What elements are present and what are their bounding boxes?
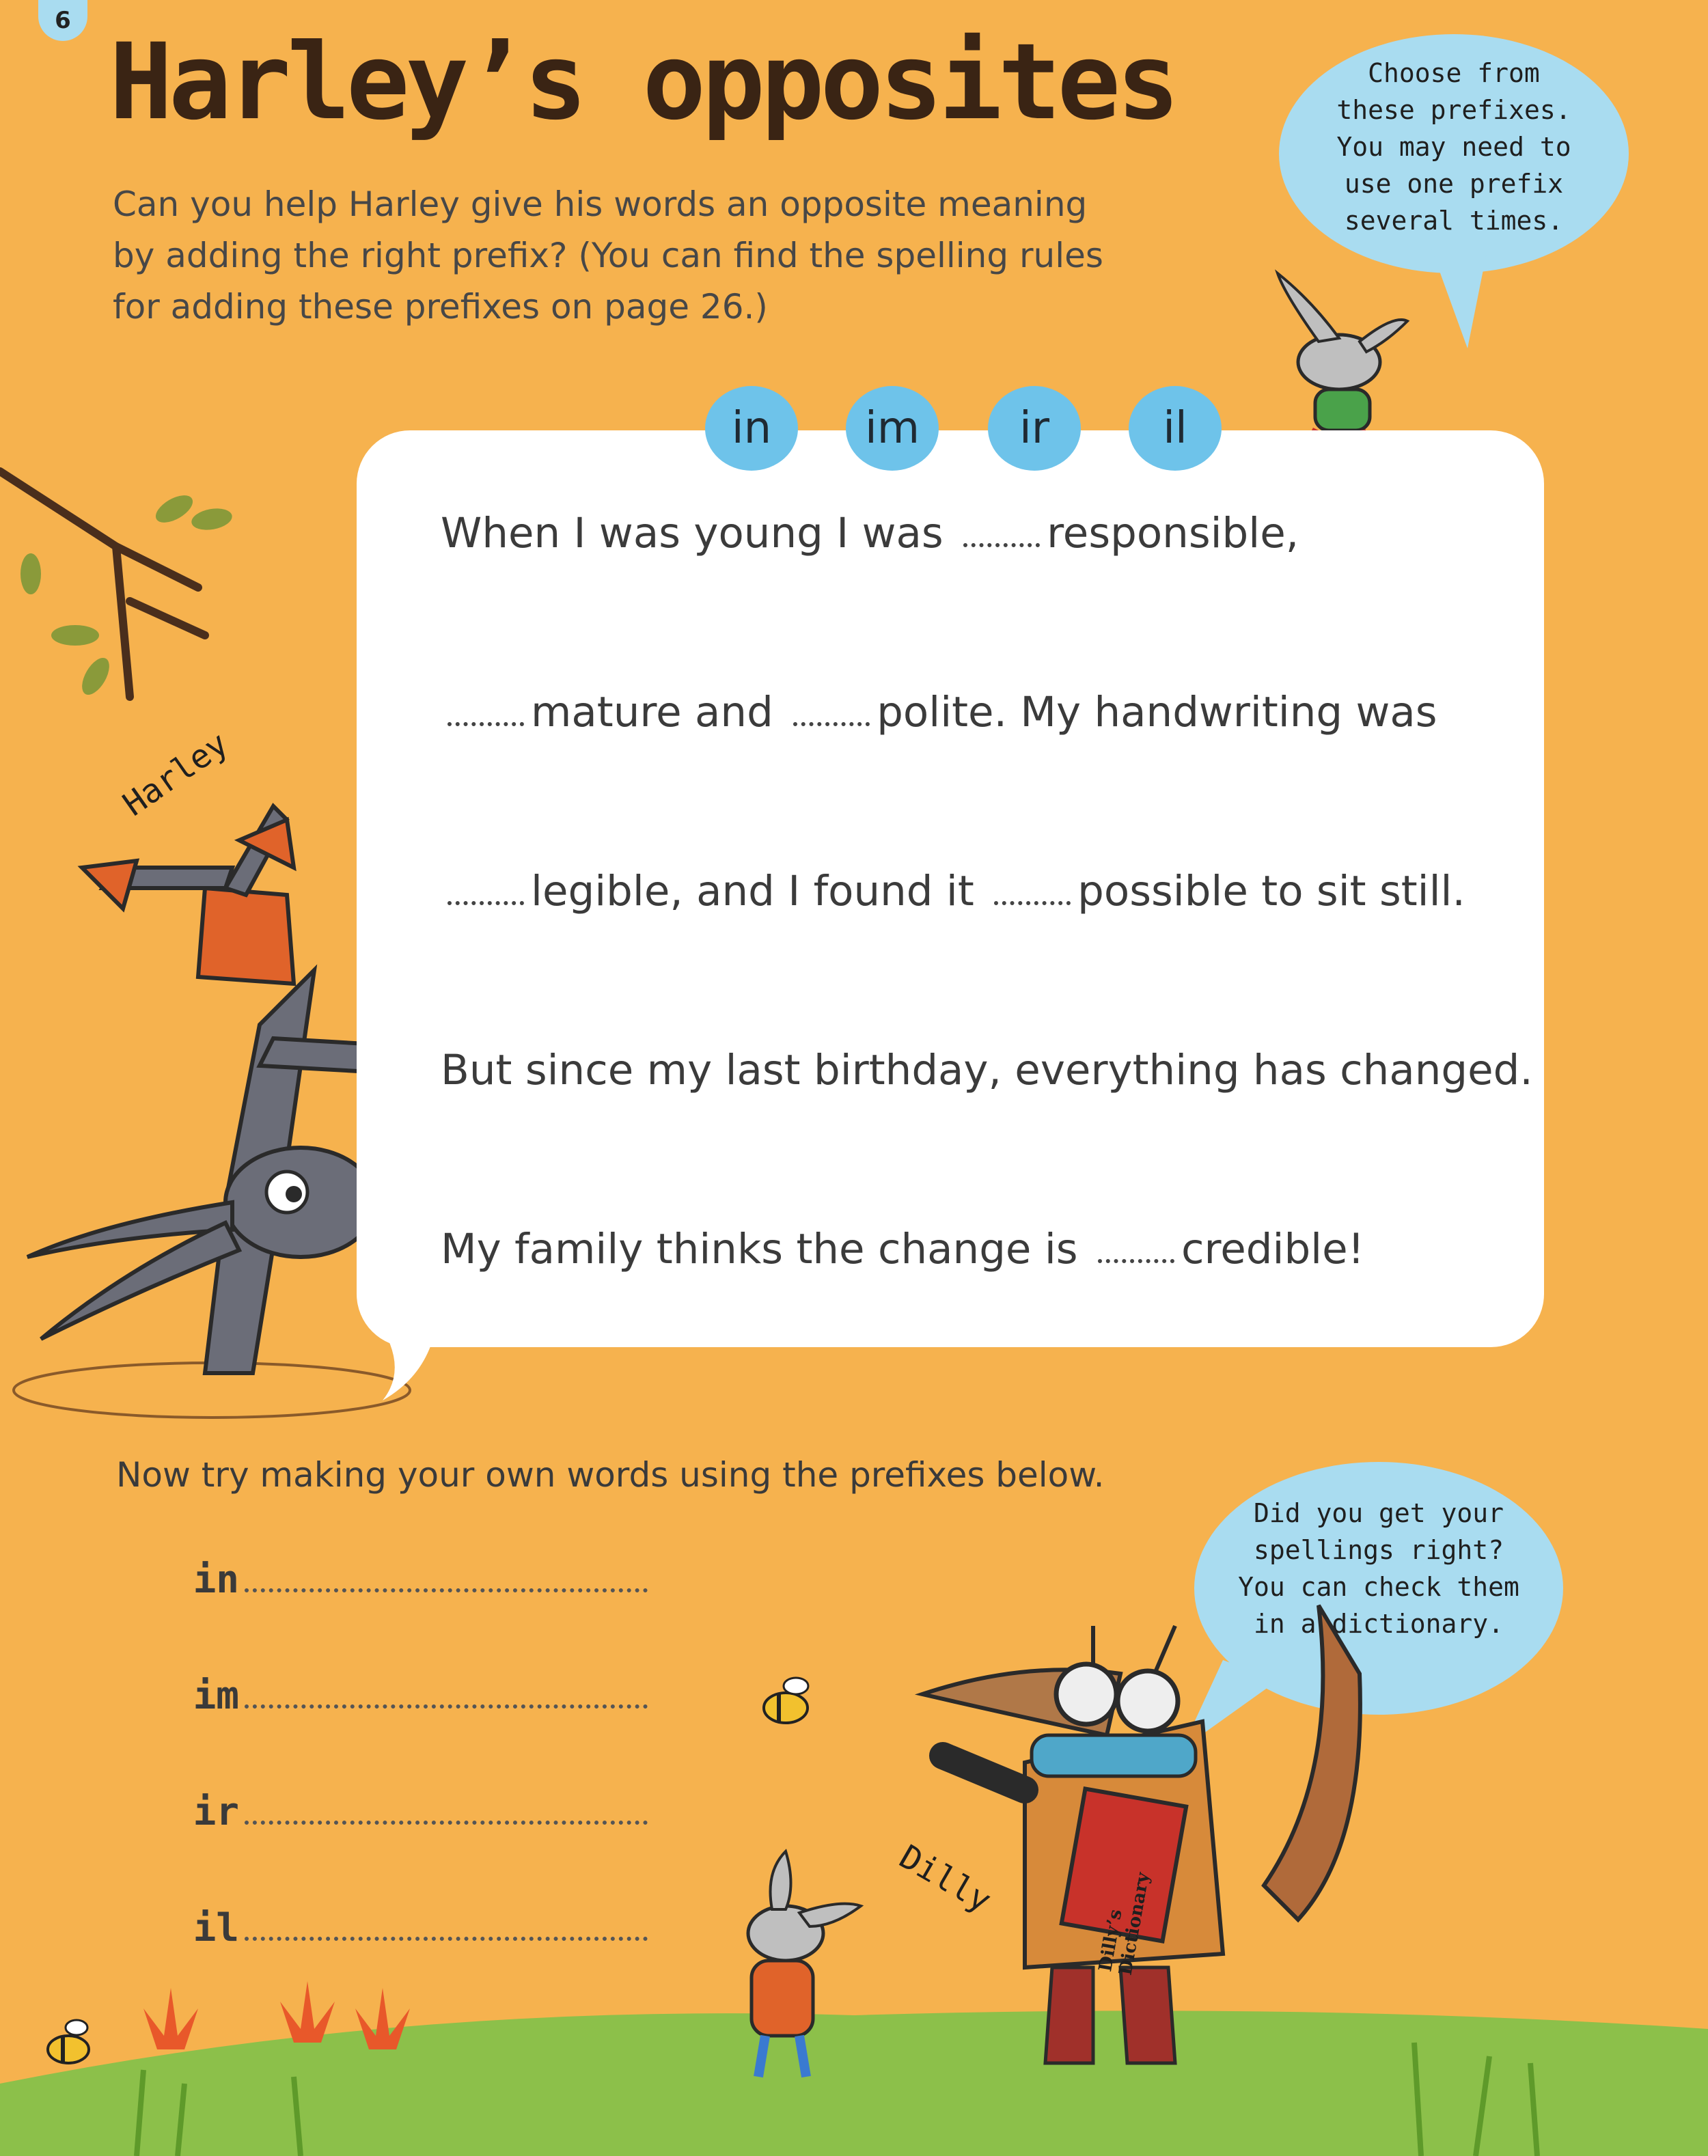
bubble-line: in a dictionary. [1253,1609,1504,1639]
answer-blank[interactable] [793,695,870,726]
prefix-pill-il: il [1129,386,1222,471]
answer-blank[interactable] [963,516,1040,547]
story-line-5 [441,1225,1364,1273]
own-word-prefix: in [193,1558,239,1602]
story-line-2 [441,688,1437,736]
bubble-line: several times. [1344,206,1564,236]
own-word-prefix: ir [193,1790,239,1834]
story-line-1 [441,509,1299,557]
bubble-line: Choose from [1368,58,1540,88]
harley-illustration [14,806,410,1418]
grass-hill [0,2010,1708,2156]
story-panel-tail [362,1318,458,1414]
dictionary-book-label: Dilly’s Dictionary [1095,1870,1154,1977]
story-line-3 [441,867,1465,915]
bee-icon [48,2020,89,2063]
story-text-segment: responsible, [1047,509,1299,557]
answer-blank[interactable] [447,695,524,726]
own-words-prompt: Now try making your own words using the prefixes below. [116,1455,1105,1495]
story-text-segment: polite. My handwriting was [877,688,1437,736]
dilly-label: Dilly [893,1838,998,1920]
story-text-segment: But since my last birthday, everything has changed. [441,1046,1533,1094]
story-line-4 [441,1046,1533,1094]
bubble-line: You can check them [1238,1572,1519,1602]
own-word-prefix: im [193,1674,239,1718]
bubble-line: these prefixes. [1336,95,1571,125]
story-text-segment: legible, and I found it [531,867,974,915]
story-text-segment: possible to sit still. [1077,867,1465,915]
prefix-pill-ir: ir [988,386,1081,471]
page-number: 6 [38,0,87,41]
intro-line: by adding the right prefix? (You can find the spelling rules [113,236,1103,275]
story-text-segment: credible! [1181,1225,1365,1273]
intro-line: for adding these prefixes on page 26.) [113,287,768,327]
bee-icon [764,1678,808,1723]
answer-blank[interactable] [1098,1232,1174,1263]
answer-blank[interactable] [994,874,1071,905]
own-word-prefix: il [193,1906,239,1950]
prefix-pill-in: in [705,386,798,471]
story-text-segment: When I was young I was [441,509,943,557]
harley-label: Harley [116,724,236,824]
story-text-segment: My family thinks the change is [441,1225,1078,1273]
dilly-illustration [922,1605,1360,2063]
intro-line: Can you help Harley give his words an opposite meaning [113,184,1088,224]
bubble-line: spellings right? [1253,1535,1504,1565]
bubble-line: use one prefix [1344,169,1564,199]
prefix-pill-im: im [846,386,939,471]
answer-blank[interactable] [447,874,524,905]
bubble-line: Did you get your [1253,1498,1504,1528]
page-title: Harley’s opposites [109,21,1176,143]
bubble-line: You may need to [1336,132,1571,162]
flower-icons [143,1981,410,2049]
story-text-segment: mature and [531,688,773,736]
